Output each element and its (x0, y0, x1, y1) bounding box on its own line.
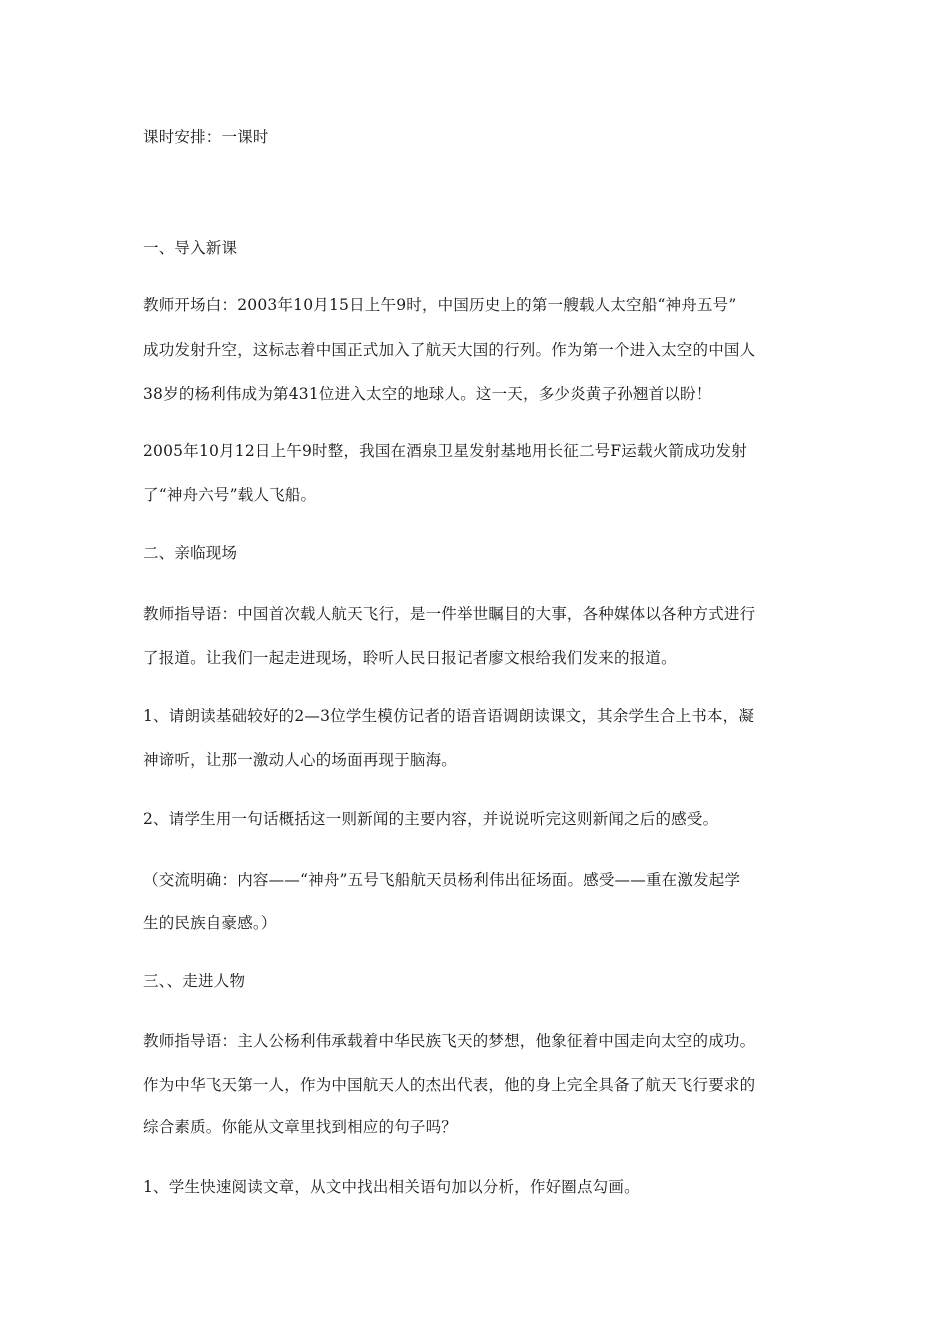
paragraph-line: 生的民族自豪感。） (143, 914, 277, 932)
paragraph-line: 2005年10月12日上午9时整，我国在酒泉卫星发射基地用长征二号F运载火箭成功发射 (143, 442, 747, 460)
paragraph-line: 38岁的杨利伟成为第431位进入太空的地球人。这一天，多少炎黄子孙翘首以盼！ (143, 385, 712, 403)
paragraph-line: 了“神舟六号”载人飞船。 (143, 486, 317, 504)
list-item-line: 2、请学生用一句话概括这一则新闻的主要内容，并说说听完这则新闻之后的感受。 (143, 810, 719, 828)
paragraph-line: （交流明确：内容——“神舟”五号飞船航天员杨利伟出征场面。感受——重在激发起学 (143, 871, 741, 889)
lesson-schedule-line: 课时安排：一课时 (143, 128, 269, 146)
section-heading-character: 三、、走进人物 (143, 972, 246, 990)
paragraph-line: 成功发射升空，这标志着中国正式加入了航天大国的行列。作为第一个进入太空的中国人 (143, 341, 756, 359)
list-item-line: 神谛听，让那一激动人心的场面再现于脑海。 (143, 751, 458, 769)
list-item-line: 1、请朗读基础较好的2—3位学生模仿记者的语音语调朗读课文，其余学生合上书本，凝 (143, 707, 755, 725)
paragraph-line: 教师开场白：2003年10月15日上午9时，中国历史上的第一艘载人太空船“神舟五号” (143, 296, 737, 314)
paragraph-line: 综合素质。你能从文章里找到相应的句子吗？ (143, 1118, 458, 1136)
paragraph-line: 教师指导语：主人公杨利伟承载着中华民族飞天的梦想，他象征着中国走向太空的成功。 (143, 1032, 756, 1050)
section-heading-scene: 二、亲临现场 (143, 544, 238, 562)
list-item-line: 1、学生快速阅读文章，从文中找出相关语句加以分析，作好圈点勾画。 (143, 1178, 640, 1196)
paragraph-line: 作为中华飞天第一人，作为中国航天人的杰出代表，他的身上完全具备了航天飞行要求的 (143, 1076, 756, 1094)
paragraph-line: 了报道。让我们一起走进现场，聆听人民日报记者廖文根给我们发来的报道。 (143, 649, 677, 667)
section-heading-intro: 一、导入新课 (143, 239, 238, 257)
paragraph-line: 教师指导语：中国首次载人航天飞行，是一件举世瞩目的大事，各种媒体以各种方式进行 (143, 605, 756, 623)
